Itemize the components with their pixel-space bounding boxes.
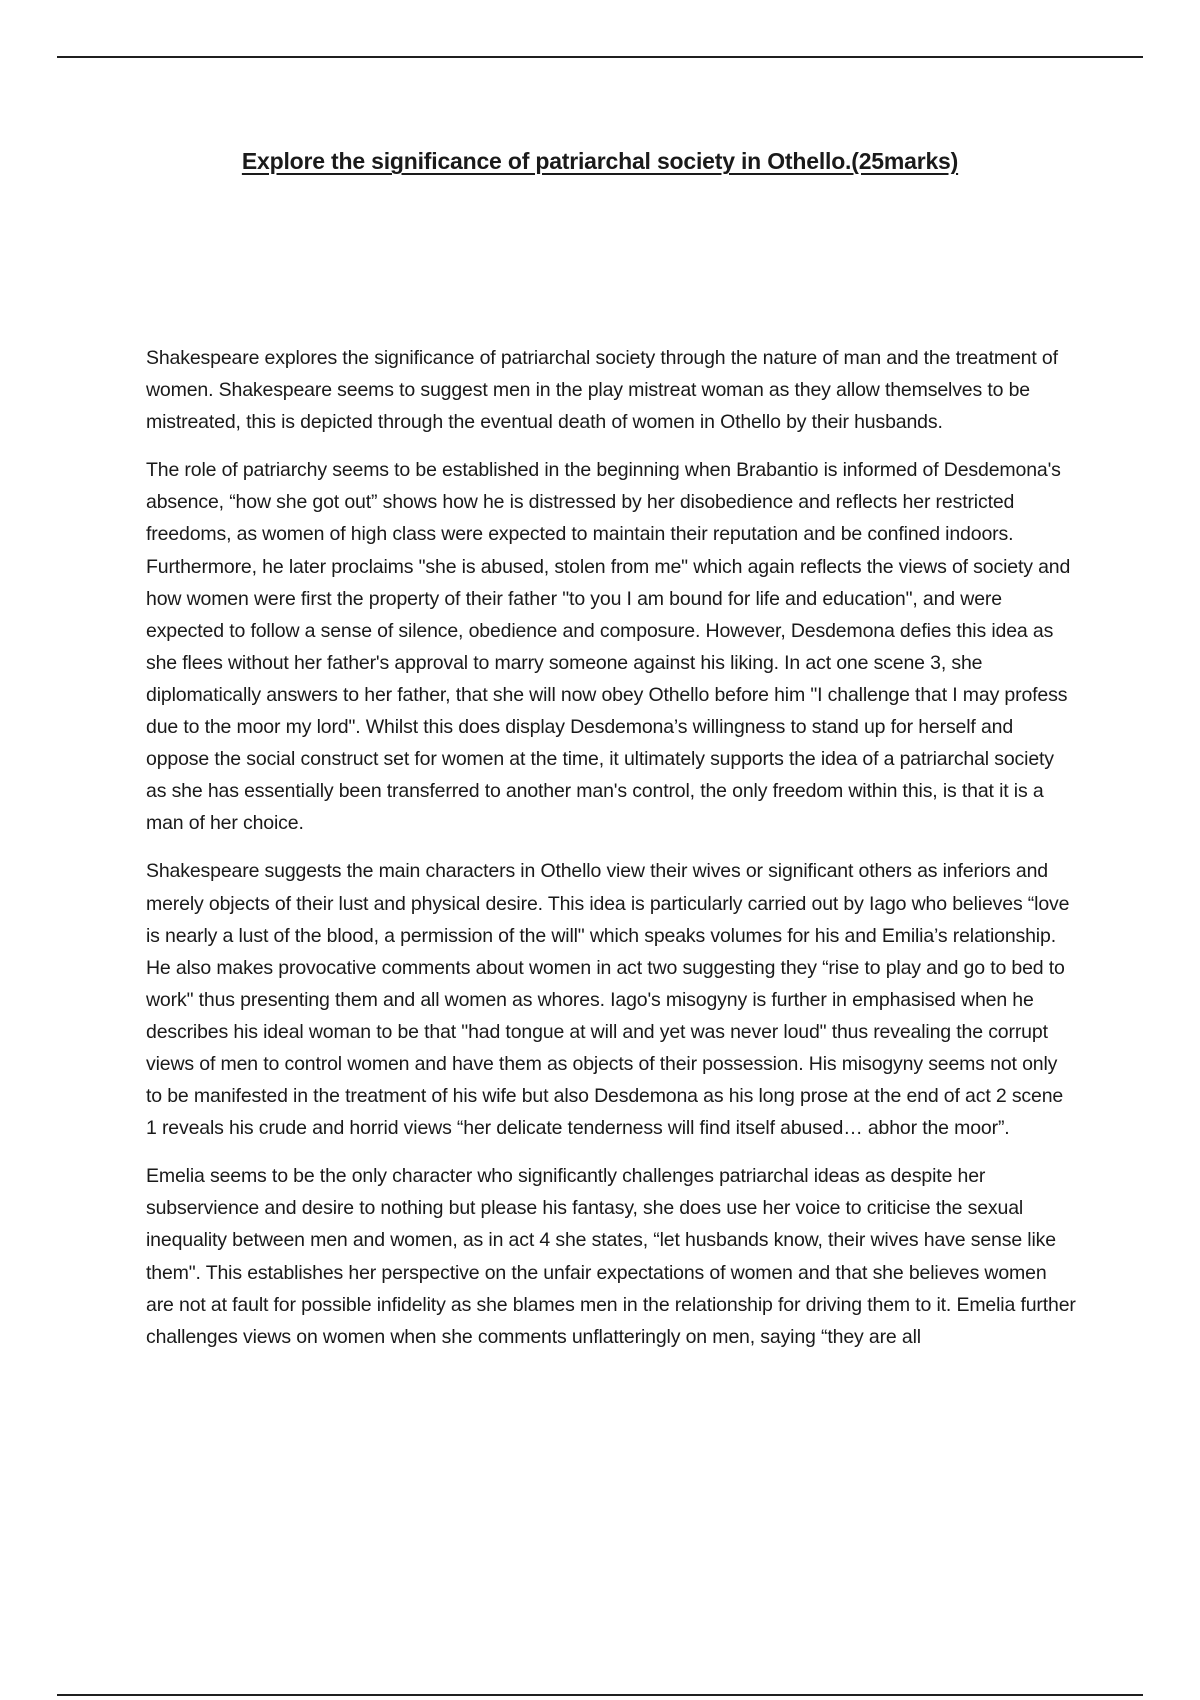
paragraph-1: Shakespeare explores the significance of patriarchal society through the nature of man and the treatment of women. Shakespeare seems to suggest men in the play mistreat woman as they allow themselves to be mistreated, this is depicted through the eventual death of women in Othello by their husbands. (146, 347, 1058, 434)
essay-title-text: Explore the significance of patriarchal society in Othello.(25marks) (241, 148, 959, 174)
essay-body (146, 342, 1076, 1369)
paragraph-2: The role of patriarchy seems to be established in the beginning when Brabantio is informed of Desdemona's absence, “how she got out” shows how he is distressed by her disobedience and reflects her restricted freedoms, as women of high class were expected to maintain their reputation and be confined indoors. Furthermore, he later proclaims "she is abused, stolen from me" which again reflects the views of society and how women were first the property of their father "to you I am bound for life and education", and were expected to follow a sense of silence, obedience and composure. However, Desdemona defies this idea as she flees without her father's approval to marry someone against his liking. In act one scene 3, she diplomatically answers to her father, that she will now obey Othello before him "I challenge that I may profess due to the moor my lord". Whilst this does display Desdemona’s willingness to stand up for herself and oppose the social construct set for women at the time, it ultimately supports the idea of a patriarchal society as she has essentially been transferred to another man's control, the only freedom within this, is that it is a man of her choice. (146, 459, 1071, 835)
header-rule (57, 56, 1143, 58)
footer-rule (57, 1694, 1143, 1696)
paragraph-4: Emelia seems to be the only character who significantly challenges patriarchal ideas as despite her subservience and desire to nothing but please his fantasy, she does use her voice to criticise the sexual inequality between men and women, as in act 4 she states, “let husbands know, their wives have sense like them". This establishes her perspective on the unfair expectations of women and that she believes women are not at fault for possible infidelity as she blames men in the relationship for driving them to it. Emelia further challenges views on women when she comments unflatteringly on men, saying “they are all (146, 1165, 1076, 1348)
essay-title (0, 148, 1200, 175)
paragraph-3: Shakespeare suggests the main characters in Othello view their wives or significant others as inferiors and merely objects of their lust and physical desire. This idea is particularly carried out by Iago who believes “love is nearly a lust of the blood, a permission of the will" which speaks volumes for his and Emilia’s relationship. He also makes provocative comments about women in act two suggesting they “rise to play and go to bed to work" thus presenting them and all women as whores. Iago's misogyny is further in emphasised when he describes his ideal woman to be that "had tongue at will and yet was never loud" thus revealing the corrupt views of men to control women and have them as objects of their possession. His misogyny seems not only to be manifested in the treatment of his wife but also Desdemona as his long prose at the end of act 2 scene 1 reveals his crude and horrid views “her delicate tenderness will find itself abused… abhor the moor”. (146, 860, 1070, 1140)
